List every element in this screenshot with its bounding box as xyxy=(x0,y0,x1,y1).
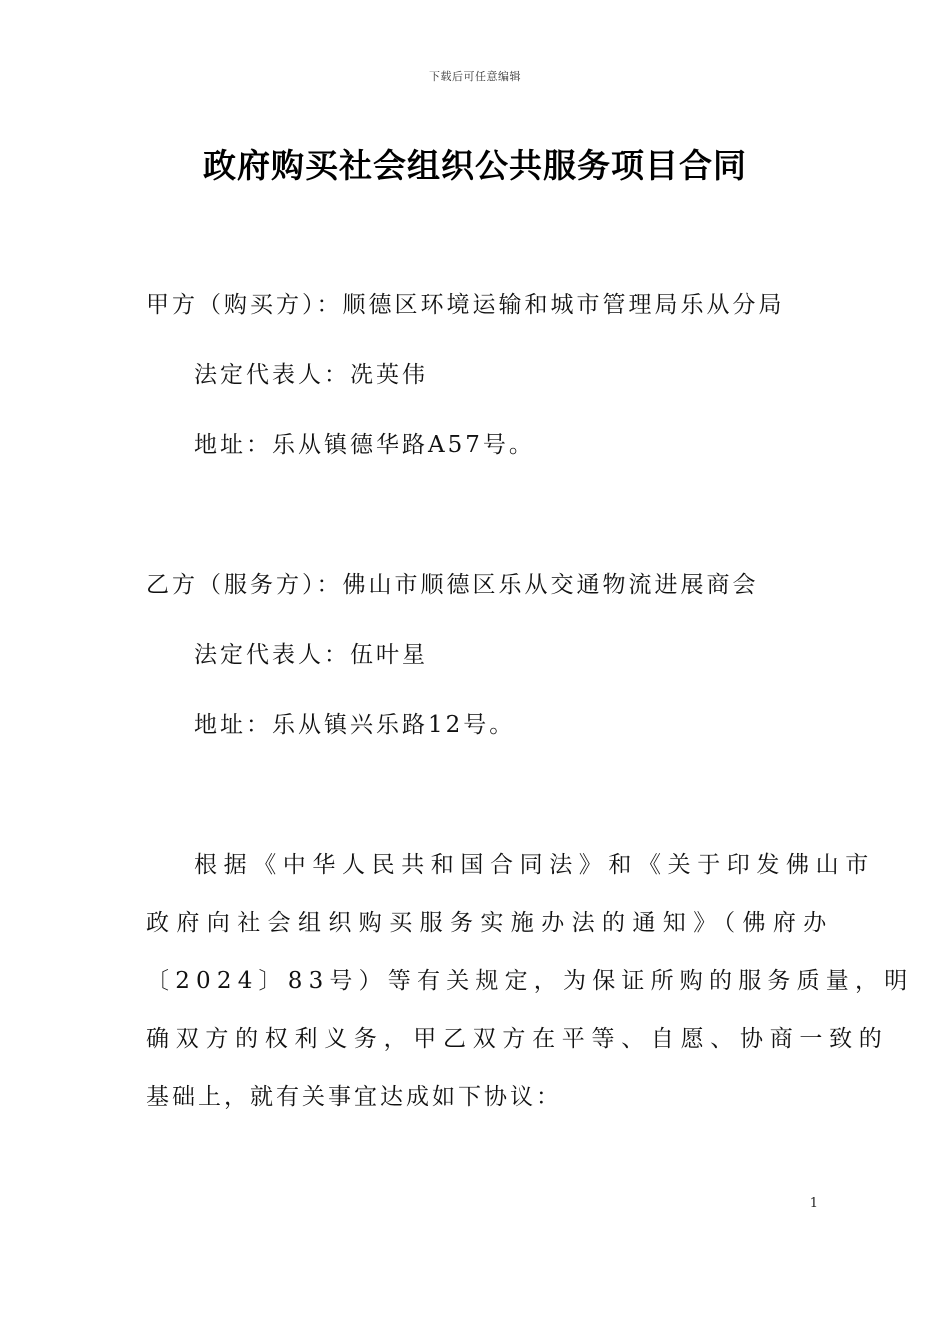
preamble-line: 基础上，就有关事宜达成如下协议： xyxy=(146,1084,562,1110)
preamble-line: 政府向社会组织购买服务实施办法的通知》（佛府办 xyxy=(146,910,834,936)
party-a-address: 地址：乐从镇德华路A57号。 xyxy=(194,432,535,458)
party-a-representative: 法定代表人：冼英伟 xyxy=(194,362,428,388)
header-note: 下载后可任意编辑 xyxy=(429,70,521,83)
page-number: 1 xyxy=(809,1196,818,1211)
preamble-line: 根据《中华人民共和国合同法》和《关于印发佛山市 xyxy=(194,852,875,878)
party-b-representative: 法定代表人：伍叶星 xyxy=(194,642,428,668)
party-b-address: 地址：乐从镇兴乐路12号。 xyxy=(194,712,516,738)
contract-title: 政府购买社会组织公共服务项目合同 xyxy=(203,146,747,185)
preamble-line: 确双方的权利义务，甲乙双方在平等、自愿、协商一致的 xyxy=(146,1026,889,1052)
preamble-line: 〔2024〕83号）等有关规定，为保证所购的服务质量，明 xyxy=(146,968,914,994)
party-b-line: 乙方（服务方）：佛山市顺德区乐从交通物流进展商会 xyxy=(146,572,759,598)
party-a-line: 甲方（购买方）：顺德区环境运输和城市管理局乐从分局 xyxy=(146,292,785,318)
